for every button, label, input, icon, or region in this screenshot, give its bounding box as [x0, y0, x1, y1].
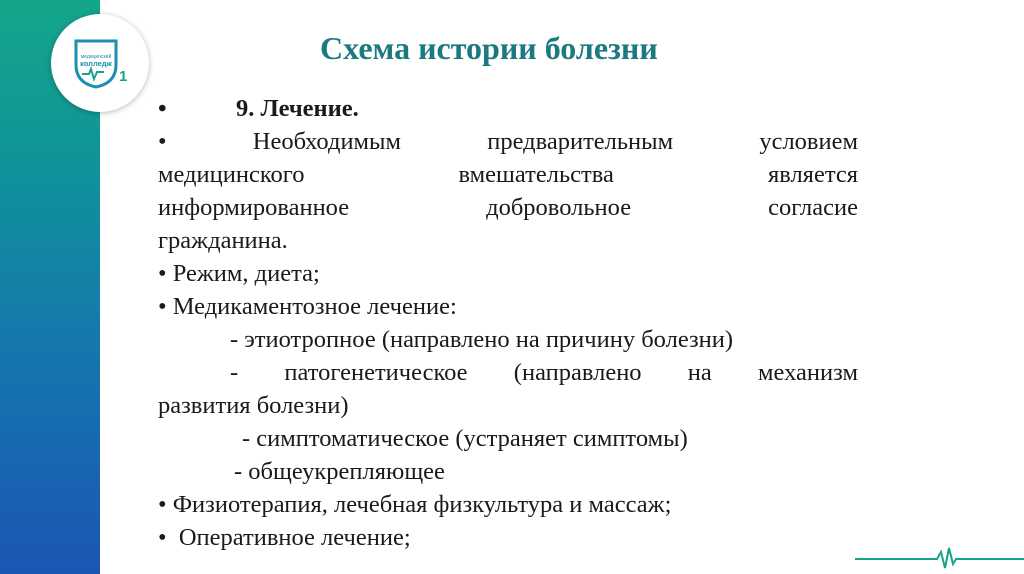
- word: информированное: [158, 194, 350, 221]
- slide-body: [158, 92, 858, 554]
- text-line: [158, 125, 858, 158]
- logo-shield-icon: [68, 31, 132, 95]
- word: (направлено: [513, 359, 642, 386]
- word: механизм: [758, 359, 858, 386]
- text-line: [158, 191, 858, 224]
- bullet-item: • Оперативное лечение;: [158, 524, 411, 551]
- slide-title: Схема истории болезни: [320, 30, 658, 66]
- bullet-item: • Физиотерапия, лечебная физкультура и массаж;: [158, 491, 672, 518]
- sub-item: [158, 356, 858, 389]
- college-logo: [51, 14, 149, 112]
- word: является: [767, 161, 858, 188]
- sub-item: - симптоматическое (устраняет симптомы): [242, 425, 688, 452]
- logo-main-text: колледж: [80, 59, 112, 68]
- logo-small-text: медицинский: [80, 54, 112, 60]
- heading-text: 9. Лечение.: [236, 95, 359, 122]
- logo-number: 1: [119, 68, 128, 85]
- word: вмешательства: [458, 161, 614, 188]
- heart-pulse-icon: [82, 69, 104, 79]
- bullet: •: [158, 95, 167, 122]
- word: условием: [759, 128, 858, 155]
- word: предварительным: [487, 128, 674, 155]
- text-line: развития болезни): [158, 392, 349, 419]
- word: согласие: [768, 194, 858, 221]
- bullet-item: • Режим, диета;: [158, 260, 320, 287]
- word: добровольное: [486, 194, 632, 221]
- section-heading: [158, 92, 858, 125]
- word: на: [687, 359, 712, 386]
- sub-item: - этиотропное (направлено на причину болезни): [230, 326, 734, 353]
- text-line: [158, 158, 858, 191]
- word: Необходимым: [252, 128, 402, 155]
- pulse-line-icon: [855, 544, 1024, 574]
- bullet-item: • Медикаментозное лечение:: [158, 293, 457, 320]
- bullet: •: [158, 128, 167, 155]
- sub-item: - общеукрепляющее: [234, 458, 445, 485]
- word: -: [230, 359, 239, 386]
- text-line: гражданина.: [158, 227, 288, 254]
- word: патогенетическое: [284, 359, 468, 386]
- word: медицинского: [158, 161, 305, 188]
